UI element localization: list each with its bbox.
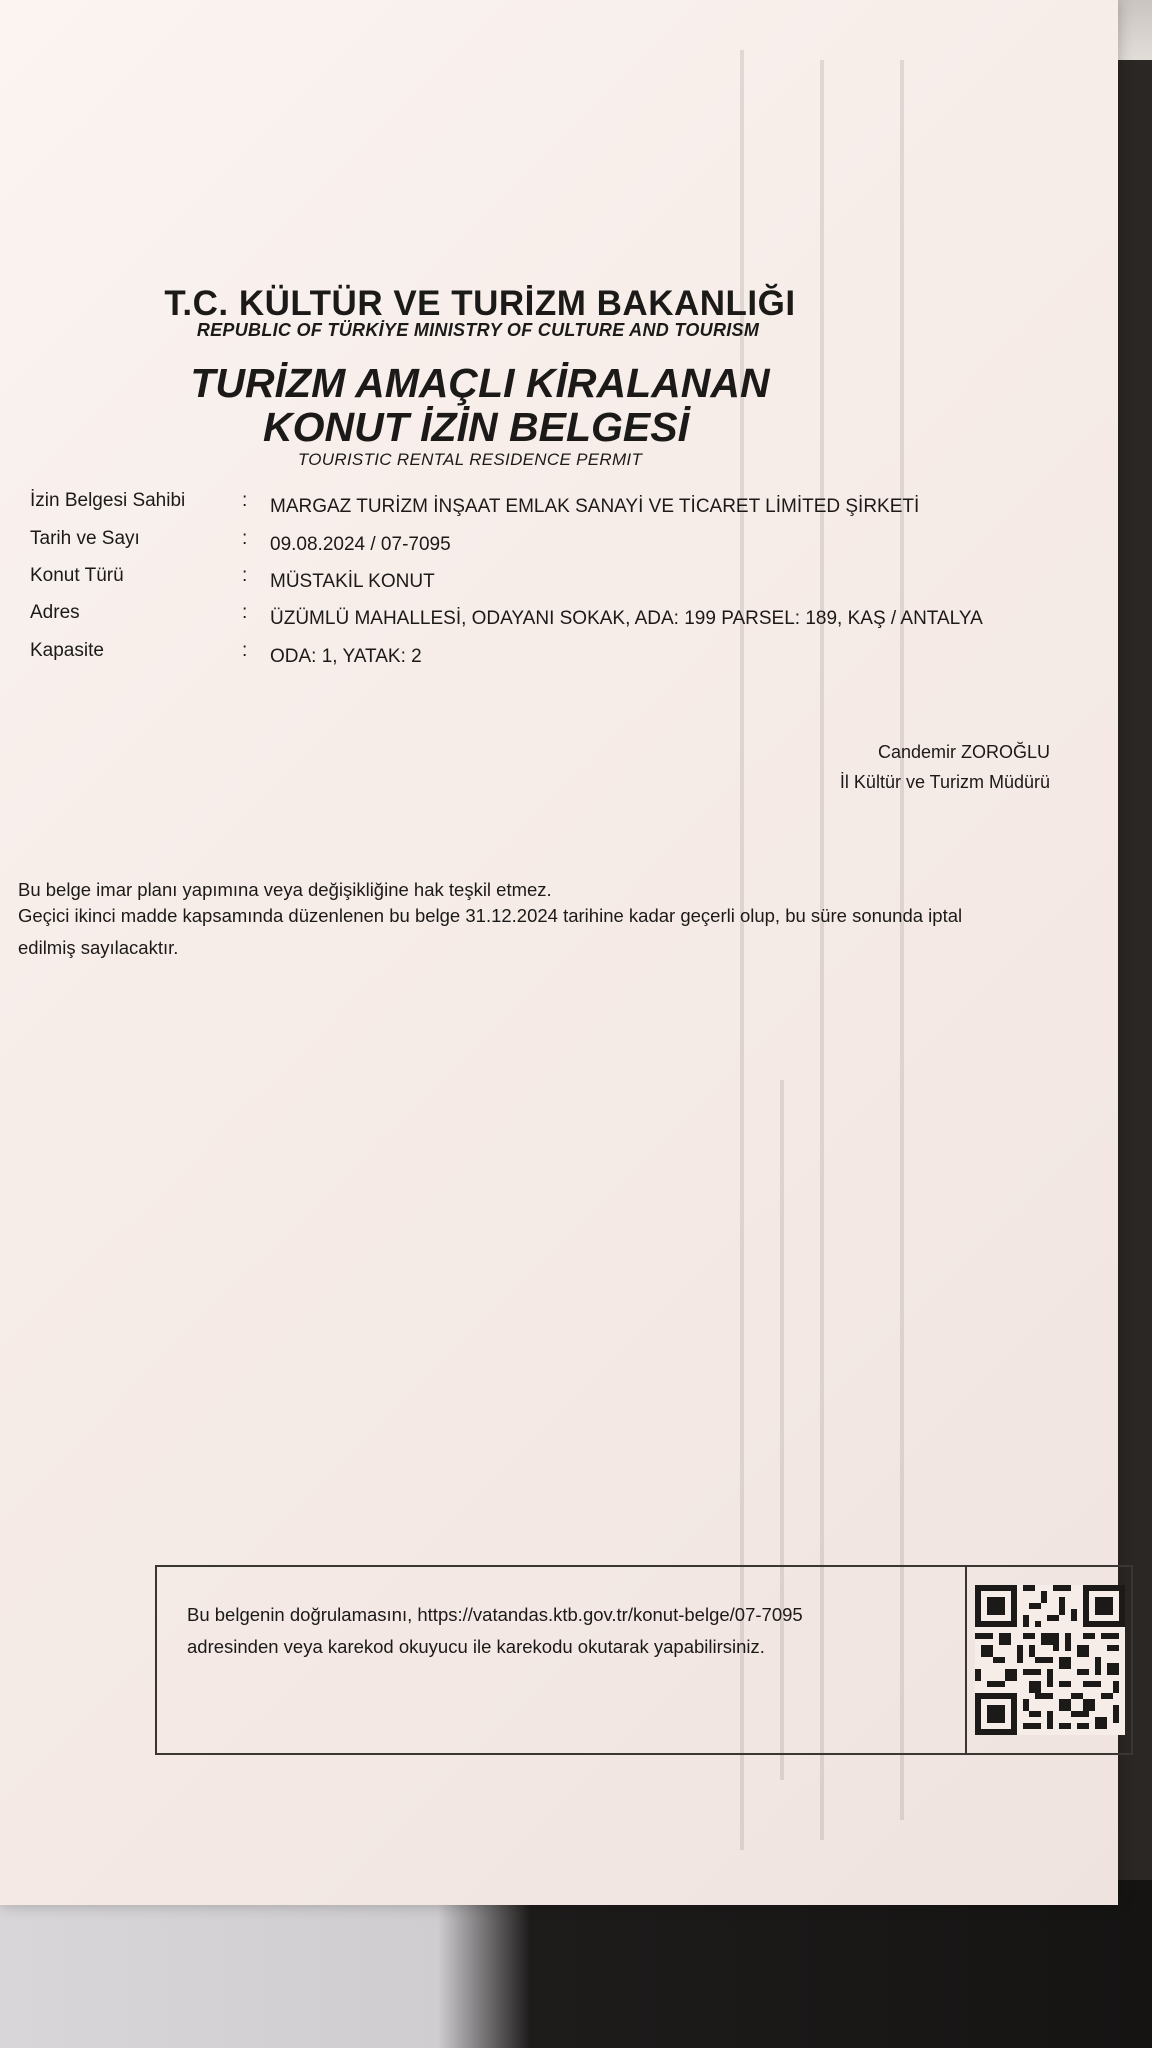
field-colon: : (242, 565, 248, 586)
document-title-line2: KONUT İZİN BELGESİ (263, 404, 689, 450)
signatory-title: İl Kültür ve Turizm Müdürü (839, 772, 1050, 792)
field-row-date-number (30, 528, 1090, 560)
field-row-capacity (30, 640, 1090, 672)
qr-code-icon[interactable] (975, 1585, 1125, 1735)
document-title-en: TOURISTIC RENTAL RESIDENCE PERMIT (297, 450, 643, 469)
field-label: Tarih ve Sayı (30, 528, 140, 549)
verification-line-1: Bu belgenin doğrulamasını, https://vatandas.ktb.gov.tr/konut-belge/07-7095 (187, 1604, 803, 1625)
field-value: ÜZÜMLÜ MAHALLESİ, ODAYANI SOKAK, ADA: 199 PARSEL: 189, KAŞ / ANTALYA (270, 608, 983, 629)
ministry-name-tr: T.C. KÜLTÜR VE TURİZM BAKANLIĞI (164, 284, 796, 323)
verification-text (187, 1599, 947, 1663)
field-label: Adres (30, 602, 80, 623)
field-value: 09.08.2024 / 07-7095 (270, 534, 451, 555)
field-colon: : (242, 490, 248, 511)
field-label: İzin Belgesi Sahibi (30, 490, 186, 511)
signatory-name: Candemir ZOROĞLU (877, 742, 1050, 762)
field-colon: : (242, 528, 248, 549)
ministry-name-en: REPUBLIC OF TÜRKİYE MINISTRY OF CULTURE AND TOURISM (196, 320, 760, 340)
field-value: MARGAZ TURİZM İNŞAAT EMLAK SANAYİ VE TİCARET LİMİTED ŞİRKETİ (270, 496, 920, 517)
field-row-address (30, 602, 1090, 634)
verification-divider (965, 1567, 967, 1753)
field-label: Kapasite (30, 640, 104, 661)
verification-line-2: adresinden veya karekod okuyucu ile karekodu okutarak yapabilirsiniz. (187, 1636, 765, 1657)
field-value: ODA: 1, YATAK: 2 (270, 646, 422, 667)
note-line-2: Geçici ikinci madde kapsamında düzenlenen bu belge 31.12.2024 tarihine kadar geçerli olup, bu süre sonunda iptal (18, 905, 963, 926)
backdrop-bottom (0, 1880, 1152, 2048)
field-colon: : (242, 640, 248, 661)
document-title-line1: TURİZM AMAÇLI KİRALANAN (190, 360, 770, 406)
note-line-1: Bu belge imar planı yapımına veya değişikliğine hak teşkil etmez. (18, 879, 552, 900)
field-label: Konut Türü (30, 565, 124, 586)
field-value: MÜSTAKİL KONUT (270, 571, 435, 592)
field-row-residence-type (30, 565, 1090, 597)
field-colon: : (242, 602, 248, 623)
verification-box (155, 1565, 1133, 1755)
note-line-3: edilmiş sayılacaktır. (18, 937, 179, 958)
field-row-permit-holder (30, 490, 1090, 522)
